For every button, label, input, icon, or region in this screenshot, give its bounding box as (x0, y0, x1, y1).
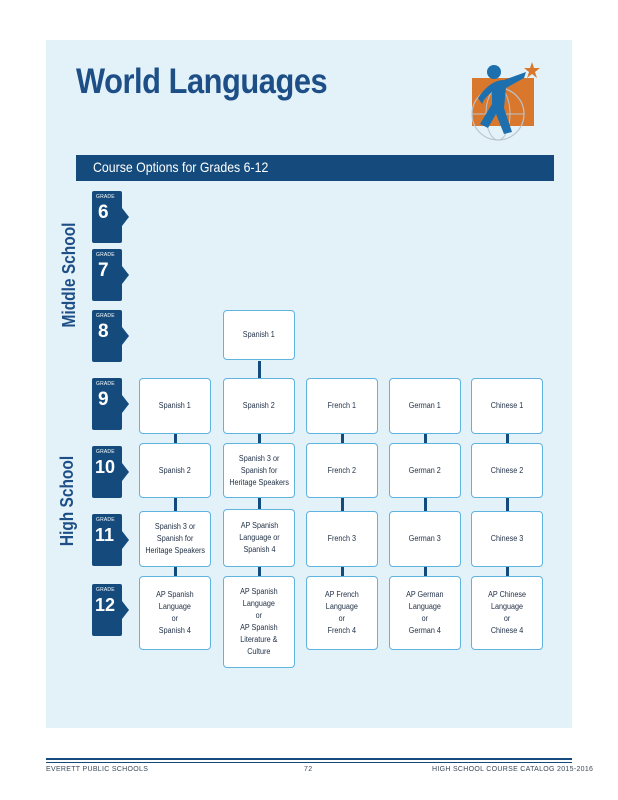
middle-school-label: Middle School (59, 222, 79, 328)
grade-number: 12 (95, 595, 116, 615)
grade-word: GRADE (96, 449, 115, 455)
course-name: German 1 (408, 401, 442, 410)
course-box (306, 511, 378, 567)
footer-district: EVERETT PUBLIC SCHOOLS (46, 766, 149, 773)
connector-line (506, 434, 509, 443)
grade-8-badge (92, 310, 122, 362)
connector-line (341, 434, 344, 443)
course-name: AP German Language or German 4 (406, 590, 444, 635)
connector-line (258, 434, 261, 443)
course-name: French 3 (327, 534, 357, 543)
grade-word: GRADE (96, 194, 115, 200)
course-name: Spanish 1 (242, 330, 276, 339)
course-box (389, 576, 461, 650)
footer-rule-thin (46, 762, 572, 763)
footer-rule (46, 758, 572, 760)
course-name: AP Spanish Language or Spanish 4 (238, 521, 280, 554)
district-logo-icon (460, 58, 544, 142)
connector-line (258, 361, 261, 378)
course-box (471, 511, 543, 567)
course-name: Chinese 1 (490, 401, 524, 410)
grade-word: GRADE (96, 252, 115, 258)
course-box (306, 443, 378, 498)
high-school-label: High School (57, 455, 77, 547)
course-box (471, 576, 543, 650)
grade-number: 6 (98, 202, 109, 223)
course-options-banner (76, 155, 554, 181)
connector-line (258, 567, 261, 576)
grade-number: 10 (95, 457, 116, 477)
course-box (389, 511, 461, 567)
banner-text: Course Options for Grades 6-12 (93, 159, 269, 175)
footer-catalog: HIGH SCHOOL COURSE CATALOG 2015-2016 (432, 766, 594, 773)
course-name: Spanish 1 (158, 401, 192, 410)
course-name: AP Chinese Language or Chinese 4 (488, 590, 526, 635)
grade-11-badge (92, 514, 122, 566)
course-name: German 3 (408, 534, 442, 543)
grade-7-badge (92, 249, 122, 301)
course-box (223, 509, 295, 567)
connector-line (424, 567, 427, 576)
course-name: Spanish 2 (242, 401, 276, 410)
course-name: AP French Language or French 4 (325, 590, 359, 635)
grade-number: 11 (95, 525, 115, 545)
course-box (389, 443, 461, 498)
course-box (139, 576, 211, 650)
course-box (139, 511, 211, 567)
course-box (223, 310, 295, 360)
grade-word: GRADE (96, 587, 115, 593)
grade-number: 8 (98, 321, 109, 342)
connector-line (506, 567, 509, 576)
grade-word: GRADE (96, 313, 115, 319)
grade-9-badge (92, 378, 122, 430)
course-box (471, 378, 543, 434)
course-box (223, 576, 295, 668)
course-name: Spanish 3 or Spanish for Heritage Speakers (229, 453, 289, 487)
grade-word: GRADE (96, 381, 115, 387)
course-name: AP Spanish Language or AP Spanish Literature & Culture (240, 587, 278, 656)
grade-10-badge (92, 446, 122, 498)
course-name: Chinese 2 (490, 465, 524, 475)
connector-line (174, 498, 177, 511)
course-name: German 2 (408, 465, 442, 475)
connector-line (174, 567, 177, 576)
course-name: Chinese 3 (490, 534, 524, 543)
course-name: Spanish 2 (158, 465, 192, 475)
connector-line (506, 498, 509, 511)
connector-line (258, 498, 261, 509)
course-box (223, 378, 295, 434)
course-box (389, 378, 461, 434)
grade-12-badge (92, 584, 122, 636)
connector-line (424, 498, 427, 511)
connector-line (341, 567, 344, 576)
course-box (139, 378, 211, 434)
footer-page-number: 72 (304, 766, 313, 773)
course-box (306, 378, 378, 434)
course-box (139, 443, 211, 498)
course-box (223, 443, 295, 498)
course-box (306, 576, 378, 650)
grade-number: 9 (98, 389, 109, 410)
grade-word: GRADE (96, 517, 115, 523)
grade-6-badge (92, 191, 122, 243)
course-name: French 2 (327, 465, 357, 475)
page-title: World Languages (76, 62, 328, 101)
connector-line (341, 498, 344, 511)
connector-line (424, 434, 427, 443)
course-name: Spanish 3 or Spanish for Heritage Speakers (145, 522, 205, 555)
connector-line (174, 434, 177, 443)
course-box (471, 443, 543, 498)
grade-number: 7 (98, 260, 109, 281)
course-name: AP Spanish Language or Spanish 4 (156, 590, 194, 635)
course-name: French 1 (327, 401, 357, 410)
